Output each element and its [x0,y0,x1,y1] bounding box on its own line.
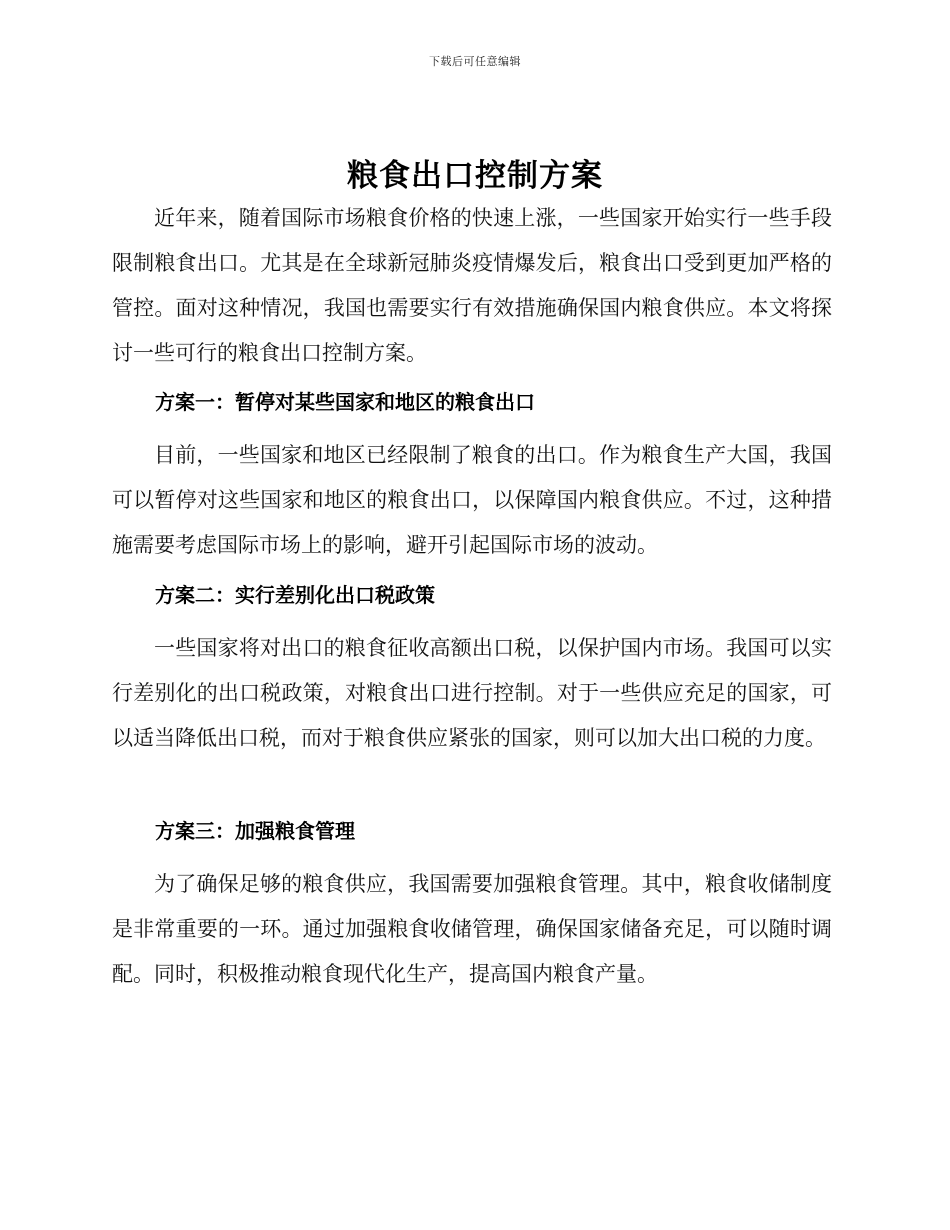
section-paragraph-2: 一些国家将对出口的粮食征收高额出口税，以保护国内市场。我国可以实行差别化的出口税政策，对粮食出口进行控制。对于一些供应充足的国家，可以适当降低出口税，而对于粮食供应紧张的国家，则可以加大出口税的力度。 [112,636,832,750]
section-heading-2: 方案二：实行差别化出口税政策 [155,583,435,607]
page-title: 粮食出口控制方案 [347,158,603,194]
section-heading-1: 方案一：暂停对某些国家和地区的粮食出口 [155,390,535,414]
section-paragraph-3: 为了确保足够的粮食供应，我国需要加强粮食管理。其中，粮食收储制度是非常重要的一环。通过加强粮食收储管理，确保国家储备充足，可以随时调配。同时，积极推动粮食现代化生产，提高国内粮食产量。 [112,872,832,986]
section-paragraph-1: 目前，一些国家和地区已经限制了粮食的出口。作为粮食生产大国，我国可以暂停对这些国家和地区的粮食出口，以保障国内粮食供应。不过，这种措施需要考虑国际市场上的影响，避开引起国际市场的波动。 [112,443,832,557]
intro-paragraph: 近年来，随着国际市场粮食价格的快速上涨，一些国家开始实行一些手段限制粮食出口。尤其是在全球新冠肺炎疫情爆发后，粮食出口受到更加严格的管控。面对这种情况，我国也需要实行有效措施确保国内粮食供应。本文将探讨一些可行的粮食出口控制方案。 [112,206,832,365]
section-heading-3: 方案三：加强粮食管理 [155,819,355,843]
header-note: 下载后可任意编辑 [429,55,521,68]
